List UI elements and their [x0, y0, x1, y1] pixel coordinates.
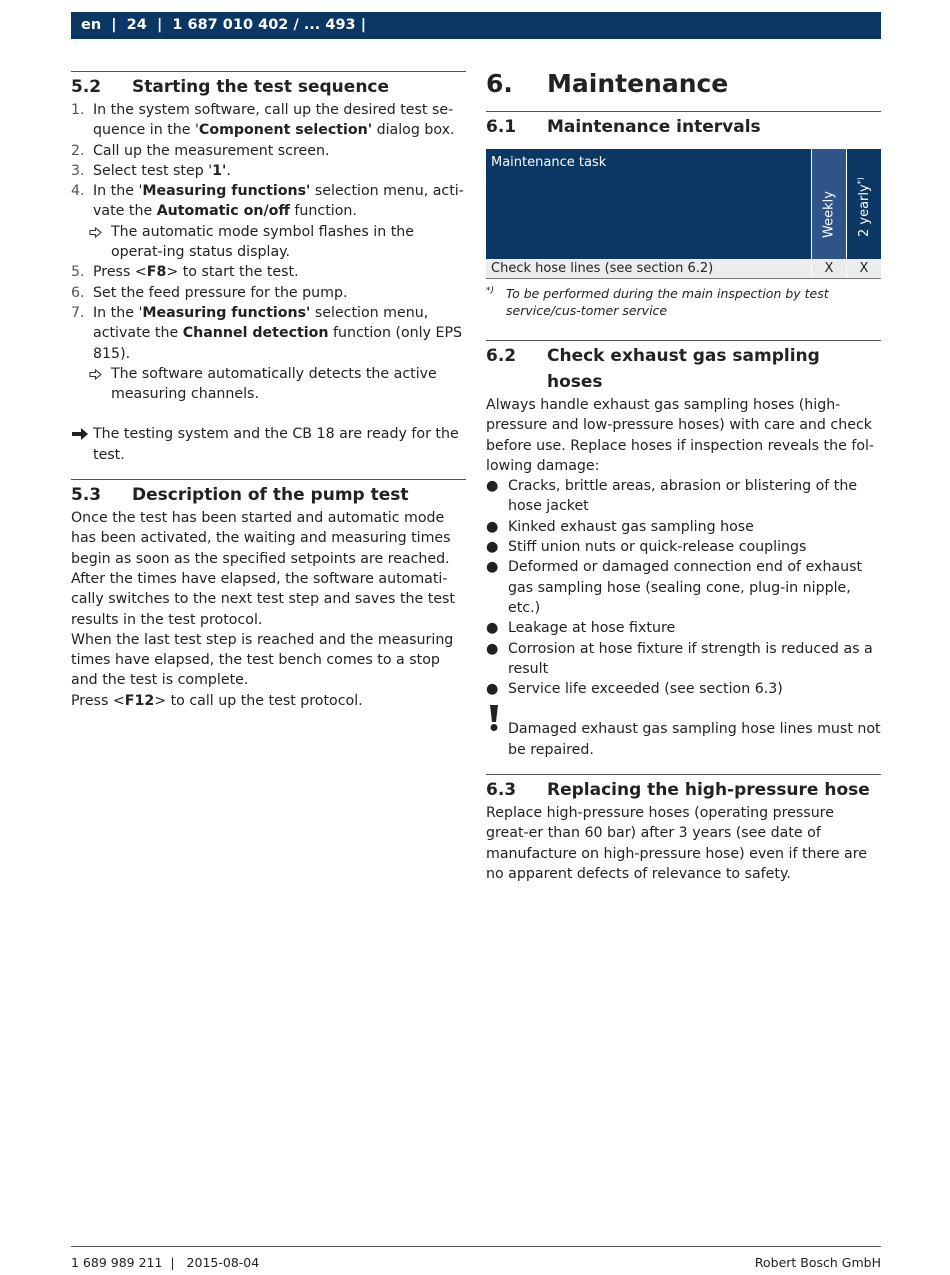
column-header-weekly: Weekly	[812, 149, 847, 259]
table-footnote: *) To be performed during the main inspection by test service/cus-tomer service	[486, 286, 829, 318]
list-item: 4. In the 'Measuring functions' selection menu, acti-vate the Automatic on/off function.	[71, 183, 464, 220]
section-title: Maintenance intervals	[547, 117, 761, 137]
section-divider	[486, 340, 881, 341]
section-6-2-heading	[486, 343, 881, 395]
list-item: ● Cracks, brittle areas, abrasion or blistering of the hose jacket	[486, 476, 881, 517]
list-item: ● Stiff union nuts or quick-release couplings	[486, 537, 881, 557]
header-language: en	[81, 17, 102, 33]
footer-company: Robert Bosch GmbH	[754, 1255, 881, 1270]
section-5-3-heading	[71, 482, 466, 508]
bullet-icon: ●	[486, 640, 499, 657]
bullet-icon: ●	[486, 559, 499, 576]
damage-list	[486, 476, 881, 699]
right-column	[486, 70, 881, 884]
final-result: The testing system and the CB 18 are ready for the test.	[71, 424, 466, 465]
list-item: ● Leakage at hose fixture	[486, 618, 881, 638]
paragraph: Always handle exhaust gas sampling hoses (high-pressure and low-pressure hoses) with care and check before use. Replace hoses if inspection reveals the fol-lowing damage:	[486, 397, 875, 474]
list-item: 7. In the 'Measuring functions' selection menu, activate the Channel detection function (only EPS 815).	[71, 304, 463, 362]
page-header-bar: en | 24 | 1 687 010 402 / ... 493 |	[71, 12, 881, 39]
test-sequence-steps	[71, 100, 466, 404]
paragraph: Once the test has been started and automatic mode has been activated, the waiting and measuring times begin as soon as the specified setpoints are reached. After the times have elapsed, the software automati-cally switches to the next test step and saves the test results in the test protocol.	[71, 510, 455, 628]
header-page-number: 24	[126, 17, 147, 33]
header-document-number: 1 687 010 402 / ... 493	[172, 17, 356, 33]
list-item: 1. In the system software, call up the desired test se-quence in the 'Component selection' dialog box.	[71, 102, 455, 139]
bullet-icon: ●	[486, 478, 499, 495]
table-cell-weekly: X	[812, 259, 847, 279]
section-number: 6.3	[486, 780, 517, 801]
warning-note: Damaged exhaust gas sampling hose lines must not be repaired.	[486, 719, 881, 760]
section-number: 6.2	[486, 346, 517, 366]
list-item: 3. Select test step '1'.	[71, 162, 231, 179]
section-divider	[486, 774, 881, 775]
table-row	[486, 259, 881, 279]
chapter-6-heading	[486, 70, 881, 98]
section-title: Starting the test sequence	[132, 77, 390, 97]
paragraph: Replace high-pressure hoses (operating pressure great-er than 60 bar) after 3 years (see date of manufacture on high-pressure hose) even if there are no apparent defects of relevance to safety.	[486, 805, 867, 882]
chapter-title: Maintenance	[547, 69, 729, 98]
paragraph: When the last test step is reached and the measuring times have elapsed, the test bench comes to a stop and the test is complete.	[71, 631, 454, 689]
column-header-task: Maintenance task	[486, 149, 812, 259]
section-6-1-heading	[486, 114, 881, 140]
table-cell-2-yearly: X	[847, 259, 882, 279]
paragraph: Press <F12> to call up the test protocol.	[71, 692, 363, 709]
section-6-3-heading	[486, 777, 881, 803]
exclamation-icon	[486, 719, 508, 760]
result-arrow-icon	[71, 424, 93, 465]
footer-document-number: 1 689 989 211	[71, 1255, 163, 1270]
bullet-icon: ●	[486, 681, 499, 698]
hollow-arrow-icon	[89, 364, 111, 405]
chapter-number: 6.	[486, 69, 513, 98]
list-item: ● Kinked exhaust gas sampling hose	[486, 517, 881, 537]
bullet-icon: ●	[486, 539, 499, 556]
section-number: 5.3	[71, 485, 102, 506]
table-cell-task: Check hose lines (see section 6.2)	[486, 259, 812, 279]
column-header-2-yearly: 2 yearly*)	[847, 149, 882, 259]
section-divider	[71, 71, 466, 72]
section-divider	[486, 111, 881, 112]
list-item: ● Service life exceeded (see section 6.3)	[486, 679, 881, 699]
section-divider	[71, 479, 466, 480]
bullet-icon: ●	[486, 620, 499, 637]
list-item: 5. Press <F8> to start the test.	[71, 264, 299, 281]
left-column	[71, 71, 466, 711]
list-item-result: The automatic mode symbol flashes in the operat-ing status display.	[71, 222, 466, 263]
section-5-2-heading	[71, 74, 466, 100]
footer-left: 1 689 989 211 | 2015-08-04	[71, 1255, 260, 1270]
footer-date: 2015-08-04	[186, 1255, 260, 1270]
hollow-arrow-icon	[89, 222, 111, 263]
section-title: Description of the pump test	[132, 485, 409, 506]
list-item-result: The software automatically detects the active measuring channels.	[71, 364, 466, 405]
list-item: 6. Set the feed pressure for the pump.	[71, 284, 348, 301]
maintenance-intervals-table	[486, 149, 881, 279]
footer-divider	[71, 1246, 881, 1247]
section-number: 5.2	[71, 77, 102, 97]
section-number: 6.1	[486, 117, 517, 137]
list-item: ● Corrosion at hose fixture if strength is reduced as a result	[486, 639, 881, 680]
bullet-icon: ●	[486, 518, 499, 535]
section-title: Replacing the high-pressure hose	[547, 780, 870, 801]
list-item: ● Deformed or damaged connection end of exhaust gas sampling hose (sealing cone, plug-in nipple, etc.)	[486, 557, 881, 618]
section-title: Check exhaust gas sampling hoses	[547, 346, 820, 392]
list-item: 2. Call up the measurement screen.	[71, 142, 330, 159]
